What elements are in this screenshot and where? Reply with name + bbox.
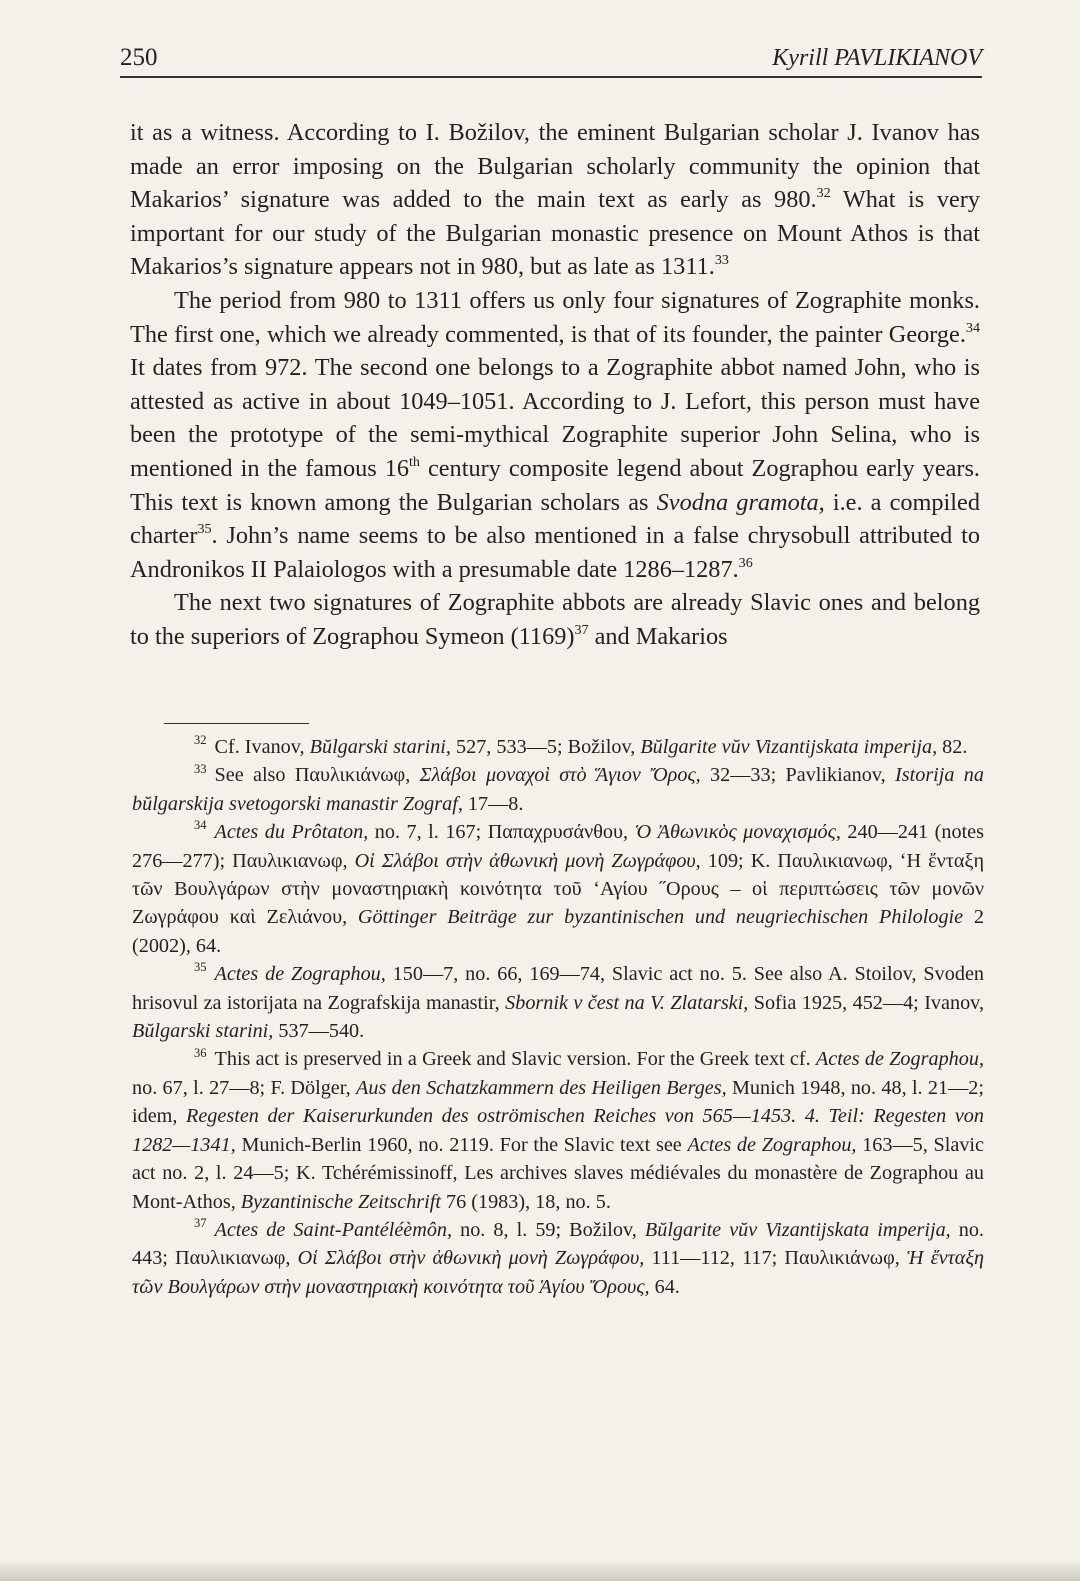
italic-title: Actes du Prôtaton, bbox=[214, 821, 369, 844]
text-span: 111—112, 117; Παυλικιάνωφ, bbox=[644, 1247, 907, 1270]
footnote-ref-35: 35 bbox=[197, 521, 212, 538]
text-span: Munich 1948, no. 48, l. 21—2; idem, bbox=[132, 1076, 984, 1128]
italic-title: Bŭlgarite vŭv Vizantijskata imperija, bbox=[644, 1218, 951, 1241]
text-span: 64. bbox=[649, 1275, 680, 1298]
text-span: 527, 533—5; Božilov, bbox=[450, 736, 641, 758]
footnote-35 bbox=[132, 960, 984, 1045]
text-span: 76 (1983), 18, no. 5. bbox=[440, 1190, 611, 1213]
italic-title: Actes de Zographou, bbox=[815, 1048, 984, 1071]
ordinal-suffix: th bbox=[409, 454, 420, 471]
text-span: 240—241 (notes 276—277); Παυλικιανωφ, bbox=[132, 821, 984, 872]
footnote-number: 35 bbox=[194, 960, 207, 975]
text-span: 163—5, Slavic act no. 2, l. 24—5; K. Tchérémissinoff, Les archives slaves médiévales du monastère de Zographou au Mont-Athos, bbox=[132, 1133, 984, 1213]
italic-title: Bŭlgarski starini, bbox=[309, 736, 451, 758]
italic-title: Ὁ Ἀθωνικὸς μοναχισμός, bbox=[634, 821, 841, 844]
text-span: i.e. a compiled charter bbox=[130, 488, 980, 550]
text-span: no. 443; Παυλικιανωφ, bbox=[132, 1218, 985, 1270]
footnote-34 bbox=[132, 818, 984, 960]
italic-title: Bŭlgarski starini, bbox=[132, 1020, 274, 1043]
text-span: See also Παυλικιάνωφ, bbox=[214, 764, 420, 787]
scan-edge-shadow bbox=[0, 1559, 1080, 1581]
footnote-ref-34: 34 bbox=[965, 319, 980, 336]
paragraph-1 bbox=[130, 116, 980, 284]
footnote-33 bbox=[132, 761, 984, 818]
running-head: Kyrill PAVLIKIANOV bbox=[772, 45, 982, 71]
italic-title: Actes de Zographou, bbox=[214, 963, 386, 986]
footnotes bbox=[132, 733, 984, 1301]
footnote-number: 37 bbox=[194, 1216, 207, 1231]
italic-title: Göttinger Beiträge zur byzantinischen und neugriechischen Philologie bbox=[357, 906, 964, 929]
text-span: What is very important for our study of the Bulgarian monastic presence on Mount Athos is that Makarios’s signature appears not in 980, but as late as 1311. bbox=[130, 186, 981, 281]
footnote-ref-37: 37 bbox=[574, 622, 589, 639]
text-span: Cf. Ivanov, bbox=[214, 736, 310, 758]
text-span: century composite legend about Zographou early years. This text is known among the Bulgarian scholars as bbox=[130, 454, 981, 516]
footnote-number: 32 bbox=[194, 733, 207, 748]
main-text bbox=[130, 116, 980, 654]
text-span: no. 67, l. 27—8; F. Dölger, bbox=[132, 1076, 357, 1099]
text-span: 17—8. bbox=[462, 792, 524, 815]
text-span: 82. bbox=[937, 736, 968, 758]
text-span: 537—540. bbox=[273, 1020, 365, 1043]
italic-title: Byzantinische Zeitschrift bbox=[240, 1190, 441, 1213]
footnote-number: 33 bbox=[194, 761, 207, 776]
text-span: 2 (2002), 64. bbox=[132, 906, 985, 957]
footnote-36 bbox=[132, 1045, 984, 1215]
text-span: 32—33; Pavlikianov, bbox=[700, 764, 896, 787]
text-span: Sofia 1925, 452—4; Ivanov, bbox=[748, 991, 984, 1014]
page-number: 250 bbox=[120, 44, 158, 71]
italic-title: Bŭlgarite vŭv Vizantijskata imperija, bbox=[640, 736, 938, 758]
paragraph-3 bbox=[130, 586, 980, 653]
italic-title: Οἱ Σλάβοι στὴν ἀθωνικὴ μονὴ Ζωγράφου, bbox=[297, 1247, 645, 1270]
text-span: no. 8, l. 59; Božilov, bbox=[452, 1218, 645, 1241]
text-span: no. 7, l. 167; Παπαχρυσάνθου, bbox=[368, 821, 635, 844]
italic-title: Actes de Saint-Pantéléèmôn, bbox=[214, 1218, 453, 1241]
italic-title: Sbornik v čest na V. Zlatarski, bbox=[505, 991, 749, 1014]
text-span: . John’s name seems to be also mentioned in a false chrysobull attributed to Andronikos II Palaiologos with a presumable date 1286–1287. bbox=[130, 522, 980, 583]
text-span: and Makarios bbox=[588, 622, 728, 650]
footnote-number: 34 bbox=[194, 818, 207, 833]
footnote-ref-32: 32 bbox=[816, 185, 831, 202]
italic-title: Οἱ Σλάβοι στὴν ἀθωνικὴ μονὴ Ζωγράφου, bbox=[354, 849, 701, 872]
footnote-37 bbox=[132, 1216, 984, 1301]
text-span: It dates from 972. The second one belongs to a Zographite abbot named John, who is attested as active in about 1049–1051. According to J. Lefort, this person must have been the prototype of the semi-mythical Zographite superior John Selina, who is mentioned in the famous 16 bbox=[130, 354, 980, 482]
footnote-ref-33: 33 bbox=[714, 252, 729, 269]
footnote-number: 36 bbox=[194, 1045, 207, 1060]
text-span: The next two signatures of Zographite abbots are already Slavic ones and belong to the superiors of Zographou Symeon (1169) bbox=[130, 589, 980, 650]
paragraph-2 bbox=[130, 284, 980, 586]
text-span: Munich-Berlin 1960, no. 2119. For the Slavic text see bbox=[235, 1133, 688, 1156]
text-span: it as a witness. According to I. Božilov, the eminent Bulgarian scholar J. Ivanov has made an error imposing on the Bulgarian scholarly community the opinion that Makarios’ signature was added to the main text as early as 980. bbox=[130, 119, 980, 214]
footnote-ref-36: 36 bbox=[738, 554, 753, 571]
italic-title: Istorija na bŭlgarskija svetogorski manastir Zograf, bbox=[132, 764, 984, 815]
italic-title: Actes de Zographou, bbox=[687, 1133, 857, 1156]
italic-title: Ἡ ἔνταξη τῶν Βουλγάρων στὴν μοναστηριακὴ κοινότητα τοῦ Ἁγίου Ὄρους, bbox=[132, 1247, 985, 1298]
text-span: 109; Κ. Παυλικιανωφ, ‘Η ἔνταξη τῶν Βουλγάρων στὴν μοναστηριακὴ κοινότητα τοῦ ‘Αγίου ˝Ορους – οἱ περιπτώσεις τῶν μονῶν Ζωγράφου καὶ Ζελιάνου, bbox=[132, 849, 984, 929]
italic-title: Aus den Schatzkammern des Heiligen Berges, bbox=[356, 1076, 727, 1099]
footnote-32 bbox=[132, 733, 984, 761]
page-header bbox=[120, 40, 982, 78]
italic-title: Svodna gramota, bbox=[656, 488, 825, 516]
footnote-separator bbox=[164, 723, 309, 724]
italic-title: Regesten der Kaiserurkunden des oströmischen Reiches von 565—1453. 4. Teil: Regesten von 1282—1341, bbox=[132, 1105, 984, 1156]
text-span: This act is preserved in a Greek and Slavic version. For the Greek text cf. bbox=[214, 1048, 816, 1071]
text-span: The period from 980 to 1311 offers us only four signatures of Zographite monks. The first one, which we already commented, is that of its founder, the painter George. bbox=[130, 286, 980, 348]
text-span: 150—7, no. 66, 169—74, Slavic act no. 5. See also A. Stoilov, Svoden hrisovul za istorijata na Zografskija manastir, bbox=[132, 963, 984, 1014]
italic-title: Σλάβοι μοναχοὶ στὸ Ἅγιον Ὄρος, bbox=[419, 764, 701, 787]
